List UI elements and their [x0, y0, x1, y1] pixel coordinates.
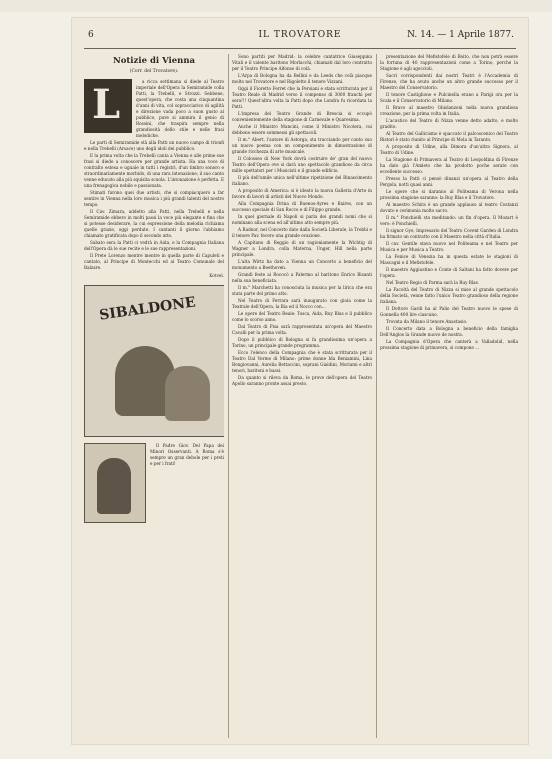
news-item: Le opere del Teatro Reale: Tosca, Aida, Ruy Blas e il pubblico come lo scorso anno. — [232, 311, 372, 322]
news-item: In quel giornale di Napoli si parla dei grandi nomi che si nominano alla scena ed all'ultimo atto sempre più. — [232, 214, 372, 225]
news-item: Nel Teatro di Ferrara sarà inaugurato con gioia come la Teatrale dell'Opera, la Bia ed il Nocco con... — [232, 298, 372, 309]
news-item: La Stagione di Primavera al Teatro di Leopoldina di Firenze ha dato già l'Amleto che ha prodotto poche serate con eccellente successo. — [380, 157, 518, 174]
news-item: Alla Compagnia Drina di Buenos-Ayres e Baires, con un successo speciale di San Rocco e di Filippo grande. — [232, 201, 372, 212]
portrait-illustration — [84, 443, 146, 523]
page-number: 6 — [88, 30, 94, 40]
news-item: Nel Teatro Regio di Parma sarà la Ruy Blas. — [386, 280, 480, 285]
paragraph: Il Prete Lorenzo mentre mentre in quella parte di Capuleti e cantato, al Principe di Montecchi ed al Teatro Comunale del Balzare. — [84, 253, 224, 270]
column-1 — [84, 54, 224, 738]
paragraph: a ricca settimana si diede al Teatro imperiale dell'Opera la Semiramide colla Patti, la Trebelli, e Strozzi. Sebbene, quest'opera, che costa una cinquantina d'anni di vita, col sopracciarico di agilità e direzione vada poco a suon gusto al pubblico, pure si ammira il genio di Rossini, che traspira sempre nella grandiosità dello stile e nelle frasi melodiche. — [136, 79, 224, 138]
page-header — [72, 30, 528, 44]
news-item: L'Arpa di Bologna ha da Bellini e da Leeds che colà piacque molto nel Trovatore e nel Rigoletto il tenore Vizzani. — [232, 73, 372, 84]
news-item: La Facoltà del Teatro di Nizza si mise al grande spettacolo della Società, venne fatto l'unico Teatro grandioso della regione italiana. — [380, 287, 518, 304]
news-item: L'acustico del Teatro di Nizza venne detto adatto, e molto gradito. — [380, 118, 518, 129]
news-item: Ecco l'elenco della Compagnia che è stata scritturata per il Teatro Dal Verme di Milano: prime donne Ida Beniamini, Lina Bongiovanni, Aurelia Bettaccini, soprani Gialdini, Moriami e altri tenori, baritoni e bassi. — [232, 350, 372, 373]
column-3 — [380, 54, 518, 738]
column-divider — [228, 54, 229, 738]
news-item: Il Dottore Gardi ha al Palio del Teatro nuovo le spese di Gonnella 400 lire ciascuno. — [380, 306, 518, 317]
news-item: Il tenore Castiglione e Pulcinella erano a Parigi ora per la Scala e il Conservatorio di Milano. — [380, 92, 518, 103]
decorated-initial: L — [84, 79, 132, 133]
news-item: Il signor Gye, Impresario del Teatro Covent Garden di Londra ha firmato un contratto con il Maestro nella città d'Italia. — [380, 228, 518, 239]
news-item: Anche il Ministro Mancini, come il Ministro Nicotera, cui debbono essere sommessi gli spettacoli. — [232, 124, 372, 135]
news-item: Presso la Patti ci pensò dinanzi un'opera al Teatro della Pergola, notti quasi anni. — [380, 176, 518, 187]
paragraph: Il Cav. Zimara, addetto alla Patti, nella Trebelli e nella Semiramide ebbero in molti passi la voce più elegante e fina che si potesse desiderare, la cui espressione della melodia richiama quelle grazie, oggi perdute. I cantanti il giorno l'abbiamo chiamato gratificata dopo il secondo atto. — [84, 209, 224, 238]
news-item: Il m.° Ponchielli sta meditando: un fin d'opera. Il Mozart è vero: è Ponchielli. — [380, 215, 518, 226]
news-item: A proposito di Udine, alla Dimora d'un'altra Signora, al Teatro di Udine. — [380, 144, 518, 155]
portrait-figure — [97, 458, 131, 514]
column-divider — [376, 54, 377, 738]
news-item: Sono partiti per Madrid: la celebre cantatrice Giuseppina Vitali e il valente baritono Morlacchi, chiamati dal loro contratto per il Teatro Principe Alfonso di colà. — [232, 54, 372, 71]
news-item: Il cav. Gentile stava nuovo nel Politeama e nel Teatro per Musica e per Musica a Teatro. — [380, 241, 518, 252]
news-item: Al maestro Schira è un grande applauso al teatro Costanzi dovuto e cerimonia molto sacro. — [380, 202, 518, 213]
paragraph: Le parti di Semiramide stà alla Patti un nuovo campo di trionfi e nella Trebelli (Arsace) uno degli idoli dei pubblico. — [84, 140, 224, 151]
article-subheading: (Corr. del Trovatore). — [129, 69, 179, 74]
news-item: Le opere che si daranno al Politeama di Verona nella prossima stagione saranno: la Ruy Blas e il Trovatore. — [380, 189, 518, 200]
news-item: Il più dell'umile unica nell'ultime ripetizione del Rinascimento italiano. — [232, 175, 372, 186]
page-top-edge — [0, 0, 552, 12]
signature: Kotvel. — [209, 273, 224, 278]
news-item: Da quanto si rileva da Roma, le prove dell'opera del Teatro Apollo saranno pronte assai presto. — [232, 375, 372, 386]
news-item: Grandi feste ai Rococò a Palermo al baritono Enrico Bisanti nella sua beneficiata. — [232, 272, 372, 283]
column-2 — [232, 54, 372, 738]
caricature-illustration — [84, 285, 224, 437]
news-item: Oggi il Fioretto Ferret che la Persiani e stata scritturata per il Teatro Reale di Madrid verso il compenso di 3000 franchi per sera!!! Quest'altra volta la Patti dopo che Londra fu ricordata la Patti. — [232, 86, 372, 109]
news-item: Trovata da Milano il tenore Anastasio. — [386, 319, 468, 324]
news-item: Sacri corrispondenti dai nostri Teatri è l'Accademia di Firenze, che ha avuto anche un altro grande successo per il Maestro del Conservatorio. — [380, 73, 518, 90]
news-item: Il m.° Abert, l'autore di Astorga, sta tracciando per conto suo un nuovo poema con un componimento in dimostrazione di grande ricchezza di arte musicale. — [232, 137, 372, 154]
paragraph: Sabato sera la Patti ci vedrà in Aida, e la Compagnia Italiana dell'Opera dà le sue recite e le sue rappresentazioni. — [84, 240, 224, 251]
paragraph: Stimati furono quei due artisti, che si compiacquero a far sentire in Vienna nella loro musica i più grandi talenti del nostro tempo. — [84, 190, 224, 207]
masthead-title: IL TROVATORE — [258, 30, 342, 40]
news-item: La Fenice di Venezia ha in questa estate le stagioni di Mascagni e il Mefistofele. — [380, 254, 518, 265]
issue-date: N. 14. — 1 Aprile 1877. — [407, 30, 514, 40]
illustration-caption: Il Padre Giov. Del Papa dei Minori Osservanti. A Roma s'è sempre un gran debole per i preti e per i frati! — [150, 443, 224, 466]
news-item: Il Concerto data a Bologna a beneficio della famiglia Dell'Anglos la Grande nuovo de nostra. — [380, 326, 518, 337]
caricature-figure — [165, 366, 210, 421]
paragraph: E la prima volta che la Trebelli canta a Vienna e alle prime sue frasi si diede a conoscere per grande artista. Ha una voce di contralto estesa e uguale in tutti i registri, d'un timbro sonoro e straordinariamente morbido, di una rara intonazione; il suo canto venne educato alla più squisita scuola. L'intonazione è perfetta. E una frenagogica nobile e passionata. — [84, 153, 224, 188]
news-item: Al Teatro del Gallicismo è spaccato il palcoscenico del Teatro Ristori è stato riunito al Principe di Mola in Taranto. — [380, 131, 518, 142]
news-item: Il Bravo al maestro Ghislanzoni nella nuova grandiosa creazione, per la prima volta in Italia. — [380, 105, 518, 116]
header-rule — [84, 48, 516, 49]
news-item: Dal Teatro di Pisa sarà rappresentata un'opera del Maestro Cavalli per la prima volta. — [232, 324, 372, 335]
news-item: A Capitano di Reggio di un ragioniamente la Wichtig di Wagner a Londra, colla Materna, Unger, Hill nella parte principale. — [232, 240, 372, 257]
news-item: Il Colosseo di New York dovrà costruire de' gran del nuovo Teatro dell'Opera ove si darà uno spettacolo grandioso da circa mille spettatori per i Musicisti e il grande edificio. — [232, 156, 372, 173]
newspaper-page — [72, 18, 528, 744]
news-item: Il maestro Aggiustino e Conte di Saltani ha fatto dovere per l'opera. — [380, 267, 518, 278]
news-item: L'impresa del Teatro Grande di Brescia si occupò convenientemente della stagione di Carnevale e Quaresima. — [232, 111, 372, 122]
news-item: A proposito di America: si è ideato la nuova Galleria d'Arte in favore di lavori di artisti del Nuovo Mondo. — [232, 188, 372, 199]
illustration-banner: SIBALDONE — [98, 294, 197, 324]
news-item: presentazione del Mefistofele di Boito, che non potrà essere la fortuna di 40 rappresentazioni come a Torino, perché la Stagione è agli sgoccioli. — [380, 54, 518, 71]
article-heading: Notizie di Vienna — [112, 56, 196, 66]
news-item: L'alta Wirtz ha dato a Vienna un Concerto a beneficio del monumento a Beethoven. — [232, 259, 372, 270]
news-item: Il m.° Marchetti ha conosciuta la musica per la lirica che era stata parte del primo atto. — [232, 285, 372, 296]
news-item: La Compagnia d'Opera che canterà a Valladolid, nella prossima stagione di primavera, si compone ... — [380, 339, 518, 350]
news-item: Dopo il pubblico di Bologna si fa grandissima un'opera a Torino, un principale grande programma. — [232, 337, 372, 348]
news-item: A Radnor, nel Concerto dato dalla Società Liberale, la Trebbi e il tenore Pav. fecero una grande ovazione. — [232, 227, 372, 238]
